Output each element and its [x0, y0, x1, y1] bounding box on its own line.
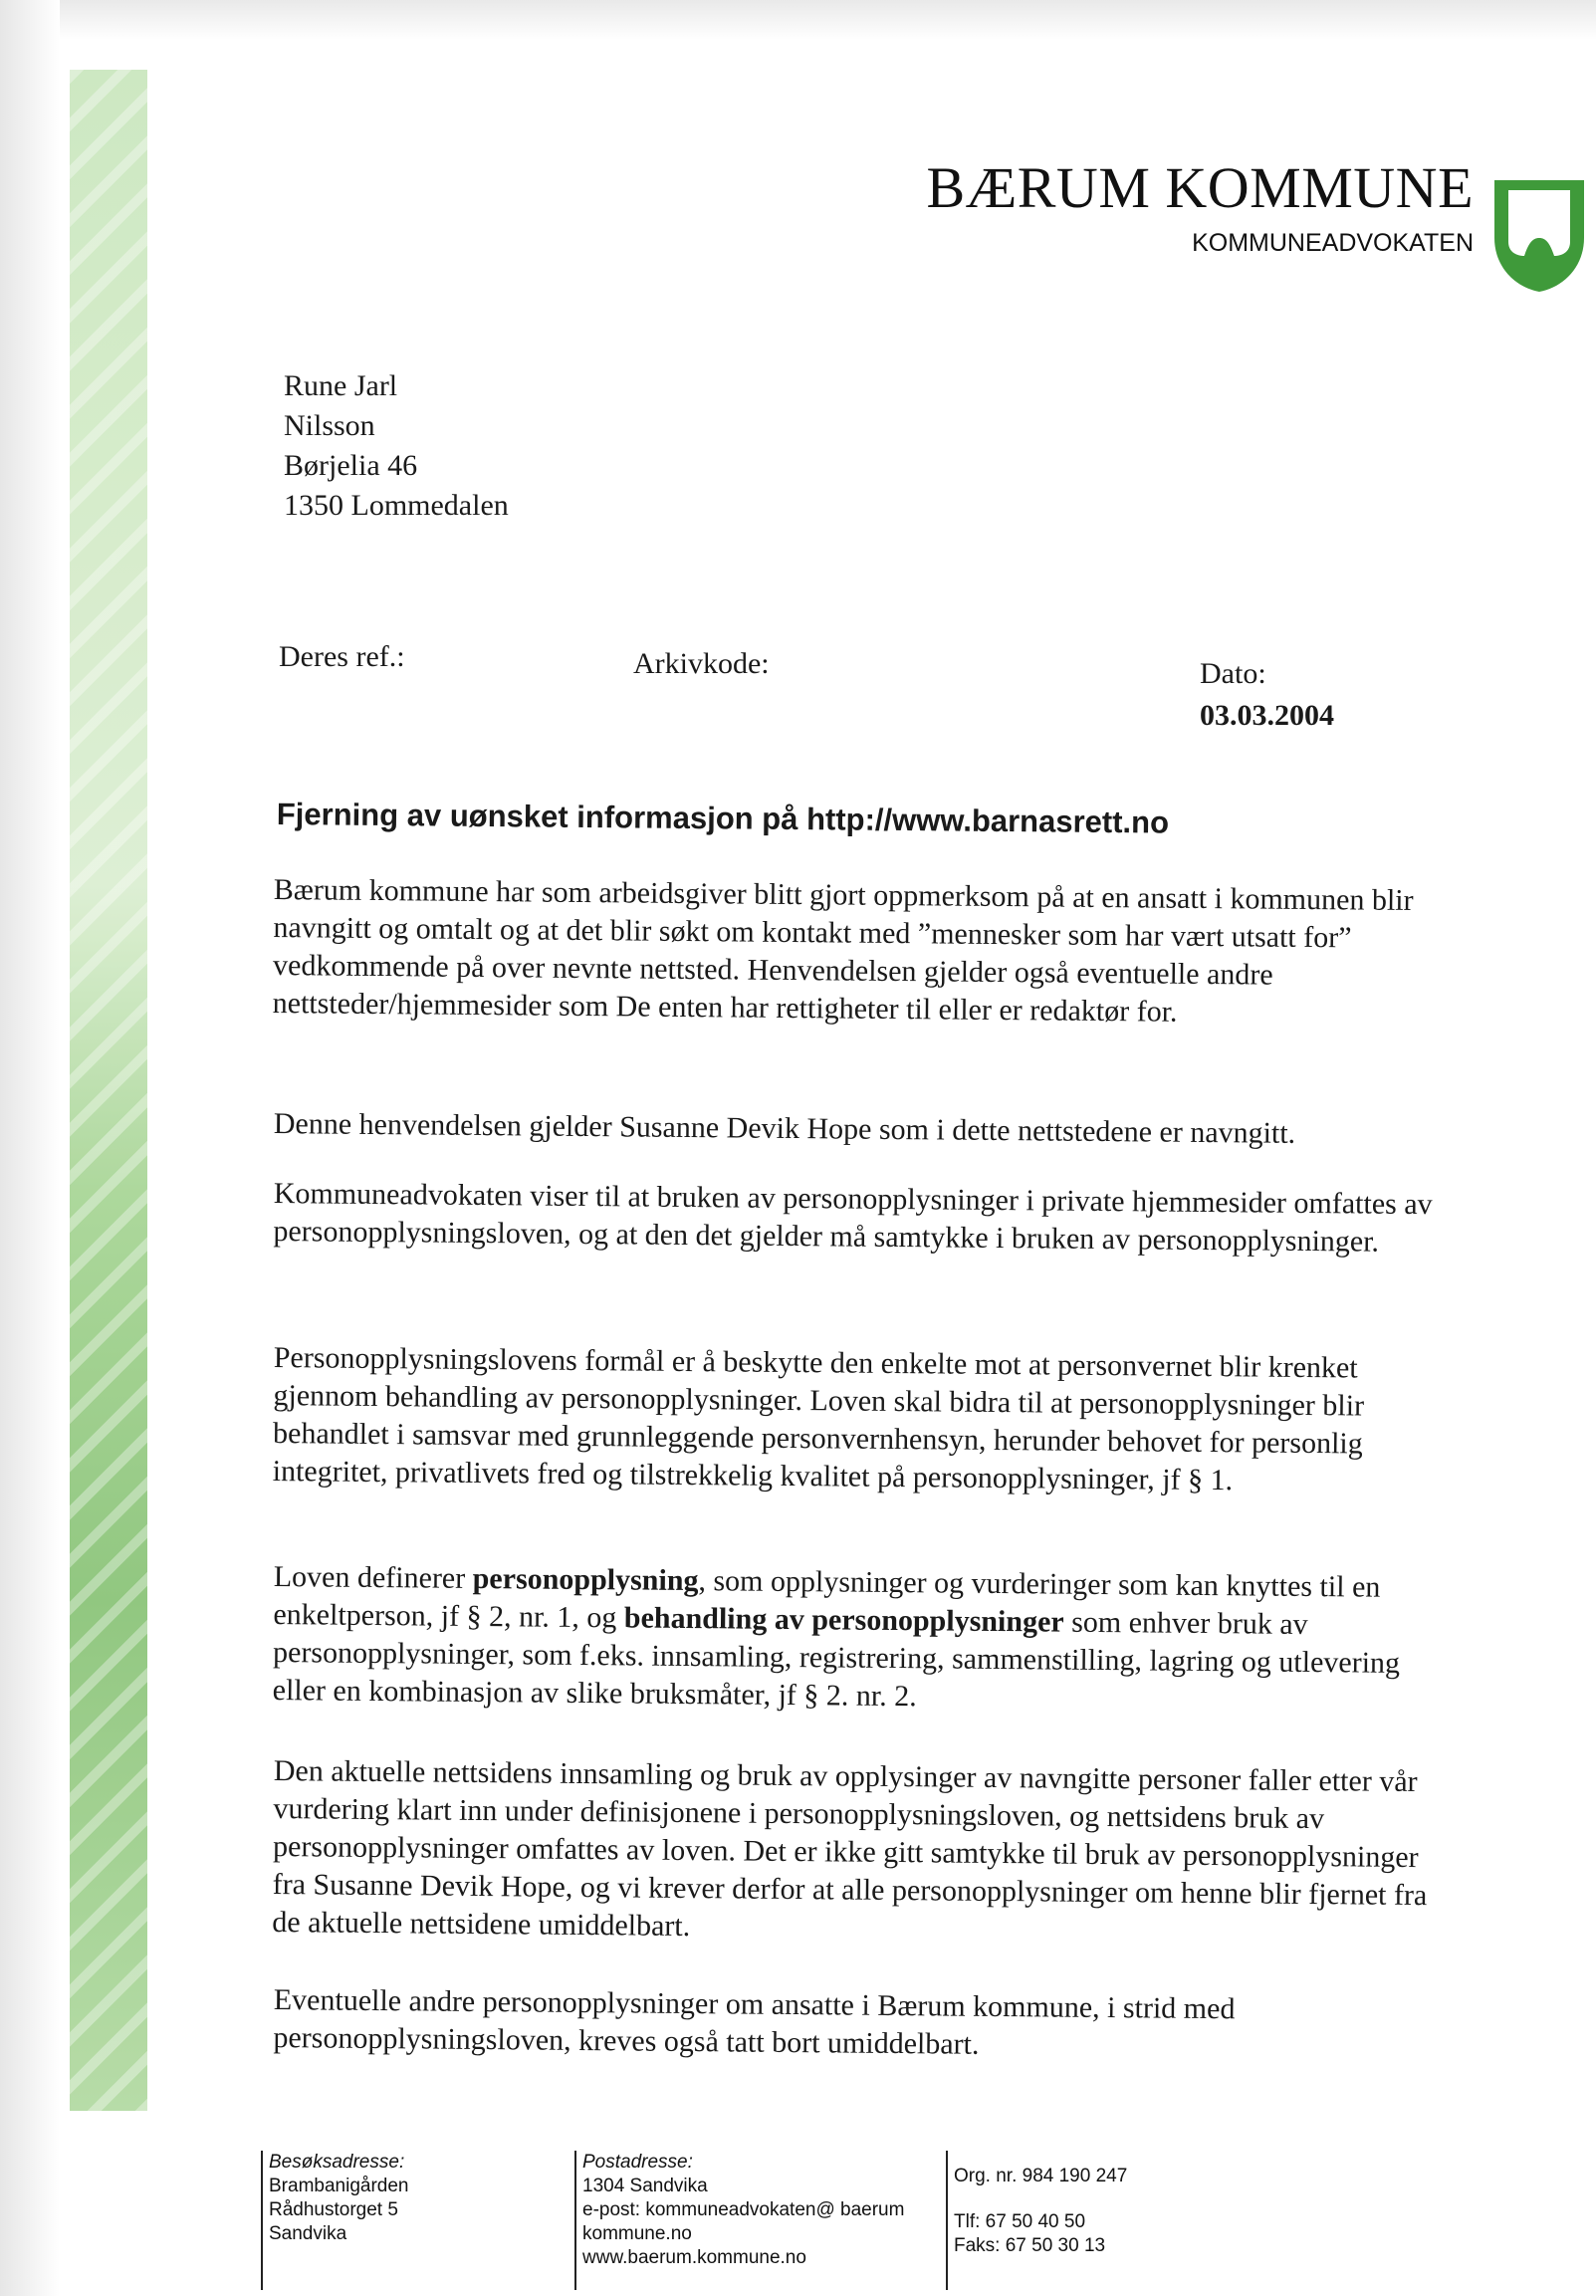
- footer-label: Besøksadresse:: [269, 2152, 405, 2173]
- footer-email: e-post: kommuneadvokaten@ baerum: [582, 2199, 905, 2220]
- footer-divider: [574, 2151, 576, 2290]
- bold-term: behandling av personopplysninger: [623, 1601, 1064, 1639]
- footer-line: 1304 Sandvika: [582, 2176, 708, 2196]
- footer-fax: Faks: 67 50 30 13: [954, 2235, 1106, 2256]
- body-text-run: Loven definerer: [273, 1559, 473, 1595]
- letterhead: [896, 155, 1474, 258]
- letter-subject: Fjerning av uønsket informasjon på http://www.barnasrett.no: [276, 797, 1170, 840]
- footer-line: Sandvika: [269, 2223, 347, 2244]
- footer-visit-address: [269, 2151, 408, 2246]
- body-paragraph: [273, 1558, 1434, 1721]
- date-label: Dato:: [1200, 657, 1266, 690]
- recipient-address: [284, 366, 509, 526]
- body-paragraph: Eventuelle andre personopplysninger om ansatte i Bærum kommune, i strid med personopplysningsloven, kreves også tatt bort umiddelbart.: [273, 1982, 1236, 2061]
- footer-post-address: [582, 2151, 904, 2270]
- footer-divider: [946, 2151, 948, 2290]
- footer-label: Postadresse:: [582, 2152, 693, 2173]
- body-text-run: , som opplysninger og vurderinger som kan knyttes til en enkeltperson, jf § 2, nr. 1, og: [273, 1564, 1381, 1635]
- scan-left-shadow: [0, 0, 60, 2296]
- body-paragraph: Kommuneadvokaten viser til at bruken av personopplysninger i private hjemmesider omfattes av personopplysningsloven, og at den det gjelder må samtykke i bruken av personopplysninger.: [273, 1176, 1433, 1259]
- footer-line: Rådhustorget 5: [269, 2199, 398, 2220]
- org-department: KOMMUNEADVOKATEN: [1192, 229, 1474, 257]
- decorative-leaf-strip: [70, 70, 147, 2111]
- recipient-line: Børjelia 46: [284, 449, 418, 482]
- footer-line: kommune.no: [582, 2223, 692, 2244]
- body-paragraph: Personopplysningslovens formål er å beskytte den enkelte mot at personvernet blir krenket gjennom behandling av personopplysninger. Loven skal bidra til at personopplysninger blir behandlet i samsvar med grunnleggende personvernhensyn, herunder behovet for personlig integritet, privatlivets fred og tilstrekkelig kvalitet på personopplysninger, jf § 1.: [272, 1340, 1365, 1497]
- footer-line: Brambanigården: [269, 2176, 409, 2196]
- org-name: BÆRUM KOMMUNE: [926, 155, 1474, 220]
- body-paragraph: Bærum kommune har som arbeidsgiver blitt gjort oppmerksom på at en ansatt i kommunen blir navngitt og omtalt og at det blir søkt om kontakt med ”mennesker som har vært utsatt for” vedkommende på over nevnte nettsted. Henvendelsen gjelder også eventuelle andre nettsteder/hjemmesider som De enten har rettigheter til eller er redaktør for.: [272, 872, 1414, 1029]
- body-paragraph: Den aktuelle nettsidens innsamling og bruk av opplysinger av navngitte personer faller etter vår vurdering klart inn under definisjonene i personopplysningsloven, og nettsidens bruk av personopplysninger omfattes av loven. Det er ikke gitt samtykke til bruk av personopplysninger fra Susanne Devik Hope, og vi krever derfor at alle personopplysninger om henne blir fjernet fra de aktuelle nettsidene umiddelbart.: [272, 1753, 1428, 1944]
- footer-contact: [954, 2151, 1127, 2258]
- date-value: 03.03.2004: [1200, 699, 1334, 732]
- bold-term: personopplysning: [472, 1561, 699, 1598]
- recipient-line: Nilsson: [284, 409, 375, 442]
- body-paragraph: Denne henvendelsen gjelder Susanne Devik Hope som i dette nettstedene er navngitt.: [273, 1106, 1296, 1150]
- coat-of-arms-icon: [1490, 176, 1588, 296]
- footer-phone: Tlf: 67 50 40 50: [954, 2211, 1086, 2232]
- recipient-line: 1350 Lommedalen: [284, 489, 509, 522]
- scan-top-shadow: [0, 0, 1596, 40]
- footer-org-number: Org. nr. 984 190 247: [954, 2166, 1128, 2186]
- body-text-run: som enhver bruk av personopplysninger, som f.eks. innsamling, registrering, sammenstilling, lagring og utlevering eller en kombinasjon av slike bruksmåter, jf § 2. nr. 2.: [272, 1605, 1401, 1714]
- arkivkode-label: Arkivkode:: [633, 647, 770, 680]
- recipient-line: Rune Jarl: [284, 369, 398, 402]
- footer-website: www.baerum.kommune.no: [582, 2247, 806, 2268]
- deres-ref-label: Deres ref.:: [279, 640, 405, 673]
- footer-divider: [261, 2151, 263, 2290]
